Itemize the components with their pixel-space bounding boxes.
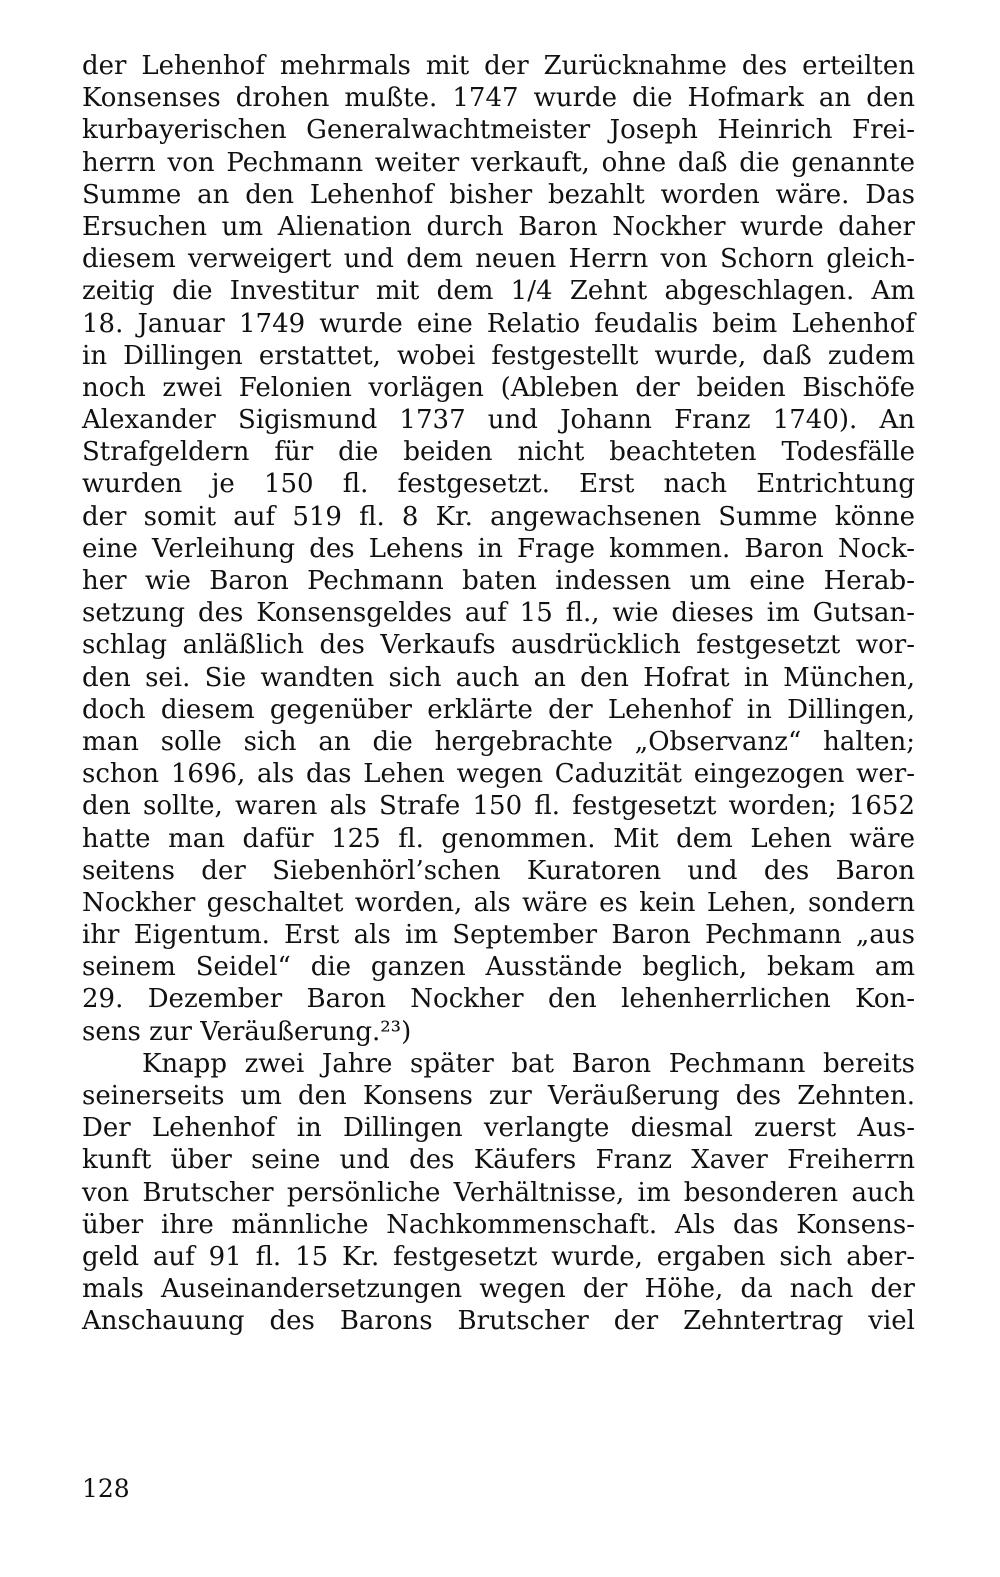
text-line: herrn von Pechmann weiter verkauft, ohne daß die genannte xyxy=(82,147,915,178)
text-line: hatte man dafür 125 fl. genommen. Mit dem Lehen wäre xyxy=(82,823,915,854)
text-line: her wie Baron Pechmann baten indessen um eine Herab- xyxy=(82,566,915,596)
text-line: diesem verweigert und dem neuen Herrn von Schorn gleich- xyxy=(82,244,915,275)
body-text xyxy=(82,50,915,1338)
text-line: Strafgeldern für die beiden nicht beachteten Todesfälle xyxy=(82,437,915,468)
text-line: seinem Seidel“ die ganzen Ausstände beglich, bekam am xyxy=(82,952,915,983)
text-line: über ihre männliche Nachkommenschaft. Als das Konsens- xyxy=(82,1209,915,1240)
text-line: ihr Eigentum. Erst als im September Baron Pechmann „aus xyxy=(82,920,915,951)
text-line: Der Lehenhof in Dillingen verlangte diesmal zuerst Aus- xyxy=(82,1113,915,1144)
text-line: der somit auf 519 fl. 8 Kr. angewachsenen Summe könne xyxy=(82,501,915,532)
paragraph-first-line: Knapp zwei Jahre später bat Baron Pechmann bereits xyxy=(142,1048,915,1079)
text-line: sens zur Veräußerung.²³) xyxy=(82,1016,412,1047)
page-number: 128 xyxy=(82,1474,130,1503)
text-line: Alexander Sigismund 1737 und Johann Franz 1740). An xyxy=(82,405,915,436)
text-line: noch zwei Felonien vorlägen (Ableben der beiden Bischöfe xyxy=(82,372,915,403)
text-line: den sei. Sie wandten sich auch an den Hofrat in München, xyxy=(82,662,915,693)
text-line: eine Verleihung des Lehens in Frage kommen. Baron Nock- xyxy=(82,533,915,564)
text-line: in Dillingen erstattet, wobei festgestellt wurde, daß zudem xyxy=(82,340,915,371)
text-line: Ersuchen um Alienation durch Baron Nockher wurde daher xyxy=(82,211,915,242)
text-line: seinerseits um den Konsens zur Veräußerung des Zehnten. xyxy=(82,1081,915,1111)
text-line: Summe an den Lehenhof bisher bezahlt worden wäre. Das xyxy=(82,179,915,210)
text-line: 18. Januar 1749 wurde eine Relatio feudalis beim Lehenhof xyxy=(82,308,915,339)
text-line: Anschauung des Barons Brutscher der Zehntertrag viel xyxy=(82,1306,915,1337)
text-line: man solle sich an die hergebrachte „Observanz“ halten; xyxy=(82,726,915,757)
text-line: mals Auseinandersetzungen wegen der Höhe, da nach der xyxy=(82,1274,915,1305)
text-line: der Lehenhof mehrmals mit der Zurücknahme des erteilten xyxy=(82,51,915,81)
text-line: kurbayerischen Generalwachtmeister Joseph Heinrich Frei- xyxy=(82,115,915,146)
text-line: 29. Dezember Baron Nockher den lehenherrlichen Kon- xyxy=(82,984,915,1015)
text-line: den sollte, waren als Strafe 150 fl. festgesetzt worden; 1652 xyxy=(82,791,915,822)
text-line: geld auf 91 fl. 15 Kr. festgesetzt wurde, ergaben sich aber- xyxy=(82,1241,915,1272)
text-line: seitens der Siebenhörl’schen Kuratoren und des Baron xyxy=(82,855,915,886)
text-line: schlag anläßlich des Verkaufs ausdrücklich festgesetzt wor- xyxy=(82,630,915,661)
text-line: von Brutscher persönliche Verhältnisse, im besonderen auch xyxy=(82,1177,915,1208)
text-line: zeitig die Investitur mit dem 1/4 Zehnt abgeschlagen. Am xyxy=(82,276,915,307)
text-line: schon 1696, als das Lehen wegen Caduzität eingezogen wer- xyxy=(82,759,915,790)
text-line: Nockher geschaltet worden, als wäre es kein Lehen, sondern xyxy=(82,887,915,918)
text-line: doch diesem gegenüber erklärte der Lehenhof in Dillingen, xyxy=(82,694,915,725)
text-line: Konsenses drohen mußte. 1747 wurde die Hofmark an den xyxy=(82,83,915,114)
text-line: wurden je 150 fl. festgesetzt. Erst nach Entrichtung xyxy=(82,469,915,500)
text-line: setzung des Konsensgeldes auf 15 fl., wie dieses im Gutsan- xyxy=(82,598,915,629)
text-line: kunft über seine und des Käufers Franz Xaver Freiherrn xyxy=(82,1145,915,1176)
